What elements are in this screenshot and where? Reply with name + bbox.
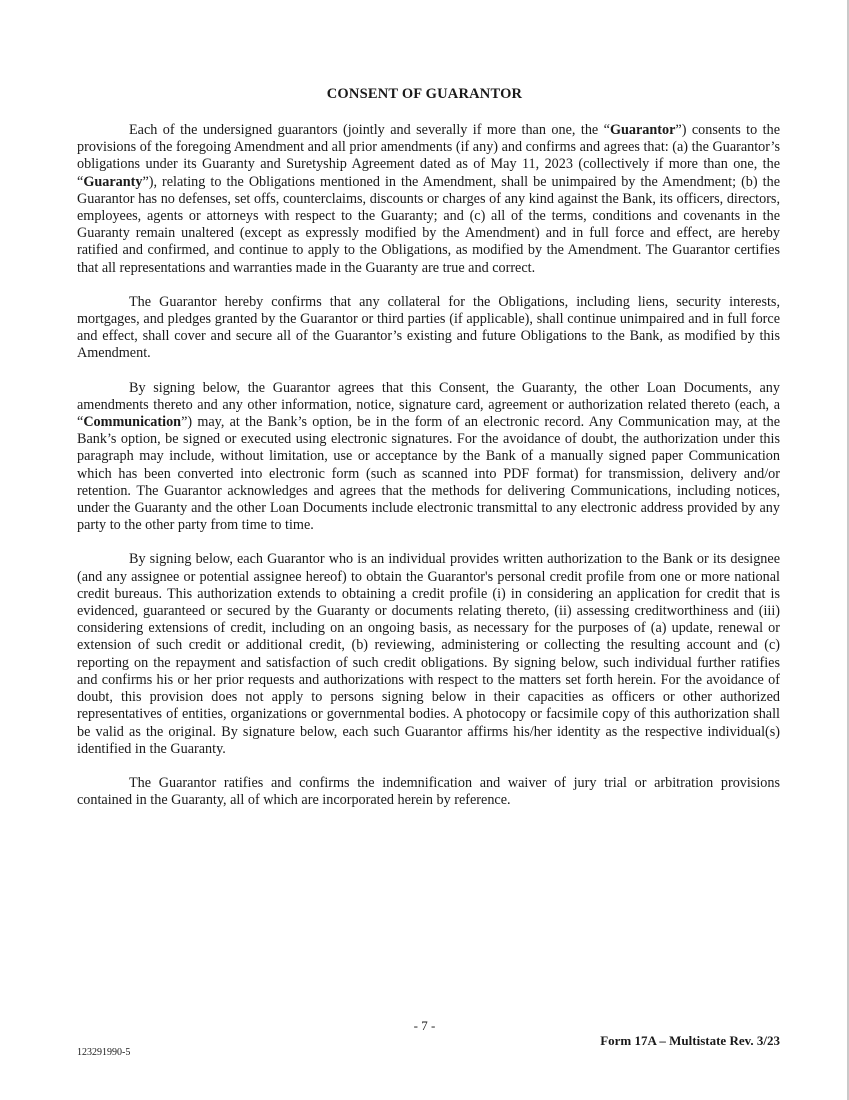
paragraph-1 <box>77 122 780 277</box>
document-title: CONSENT OF GUARANTOR <box>326 86 523 102</box>
paragraph-5: The Guarantor ratifies and confirms the indemnification and waiver of jury trial or arbitration provisions contained in the Guaranty, all of which are incorporated herein by reference. <box>77 774 780 809</box>
form-identifier: Form 17A – Multistate Rev. 3/23 <box>600 1033 780 1048</box>
p3-text-a: By signing below, the Guarantor agrees that this Consent, the Guaranty, the other Loan Documents, any amendments thereto and any other information, notice, signature card, agreement or authorization related thereto (each, a “ <box>77 379 780 431</box>
p1-text-c: ”) consents to the provisions of the foregoing Amendment and all prior amendments (if any) and confirms and agrees that: (a) the Guarantor’s obligations under its Guaranty and Suretyship Agreement dated as of May 11, 2023 (collectively if more than one, the “ <box>77 122 780 190</box>
paragraph-4: By signing below, each Guarantor who is an individual provides written authorization to the Bank or its designee (and any assignee or potential assignee hereof) to obtain the Guarantor's personal credit profile from one or more national credit bureaus. This authorization extends to obtaining a credit profile (i) in considering an application for credit that is evidenced, guaranteed or secured by the Guaranty or documents relating thereto, (ii) assessing creditworthiness and (iii) considering extensions of credit, including on an ongoing basis, as necessary for the purposes of (a) update, renewal or extension of such credit or additional credit, (b) reviewing, administering or collecting the resulting account and (c) reporting on the repayment and satisfaction of such credit obligations. By signing below, such individual further ratifies and confirms his or her prior requests and authorizations with respect to the matters set forth herein. For the avoidance of doubt, this provision does not apply to persons signing below in their capacities as officers or other authorized representatives of entities, organizations or governmental bodies. A photocopy or facsimile copy of this authorization shall be valid as the original. By signature below, each such Guarantor affirms his/her identity as the respective individual(s) identified in the Guaranty. <box>77 551 780 757</box>
defined-term-guaranty: Guaranty <box>83 173 143 190</box>
document-body <box>77 122 780 826</box>
p1-text-a: Each of the undersigned guarantors (jointly and severally if more than one, the “ <box>129 122 610 138</box>
page-number: - 7 - <box>413 1018 436 1033</box>
paragraph-2: The Guarantor hereby confirms that any collateral for the Obligations, including liens, security interests, mortgages, and pledges granted by the Guarantor or third parties (if applicable), shall continue unimpaired and in full force and effect, shall cover and secure all of the Guarantor’s existing and future Obligations to the Bank, as modified by this Amendment. <box>77 293 780 362</box>
p3-text-c: ”) may, at the Bank’s option, be in the form of an electronic record. Any Communication may, at the Bank’s option, be signed or executed using electronic signatures. For the avoidance of doubt, the authorization under this paragraph may include, without limitation, use or acceptance by the Bank of a manually signed paper Communication which has been converted into electronic form (such as scanned into PDF format) for transmission, delivery and/or retention. The Guarantor acknowledges and agrees that the methods for delivering Communications, including notices, under the Guaranty and the other Loan Documents include electronic transmittal to any electronic address provided by any party to the other party from time to time. <box>77 414 780 534</box>
paragraph-3 <box>77 380 780 535</box>
document-id: 123291990-5 <box>77 1047 131 1058</box>
p1-text-d: ”), relating to the Obligations mentioned in the Amendment, shall be unimpaired by the Amendment; (b) the Guarantor has no defenses, set offs, counterclaims, discounts or charges of any kind against the Bank, its officers, directors, employees, agents or attorneys with respect to the Guaranty; and (c) all of the terms, conditions and covenants in the Guaranty remain unaltered (except as expressly modified by the Amendment) and in full force and effect, are hereby ratified and confirmed, and continue to apply to the Obligations, as modified by the Amendment. The Guarantor certifies that all representations and warranties made in the Guaranty are true and correct. <box>77 173 780 276</box>
defined-term-guarantor: Guarantor <box>609 122 676 138</box>
defined-term-communication: Communication <box>83 414 182 431</box>
